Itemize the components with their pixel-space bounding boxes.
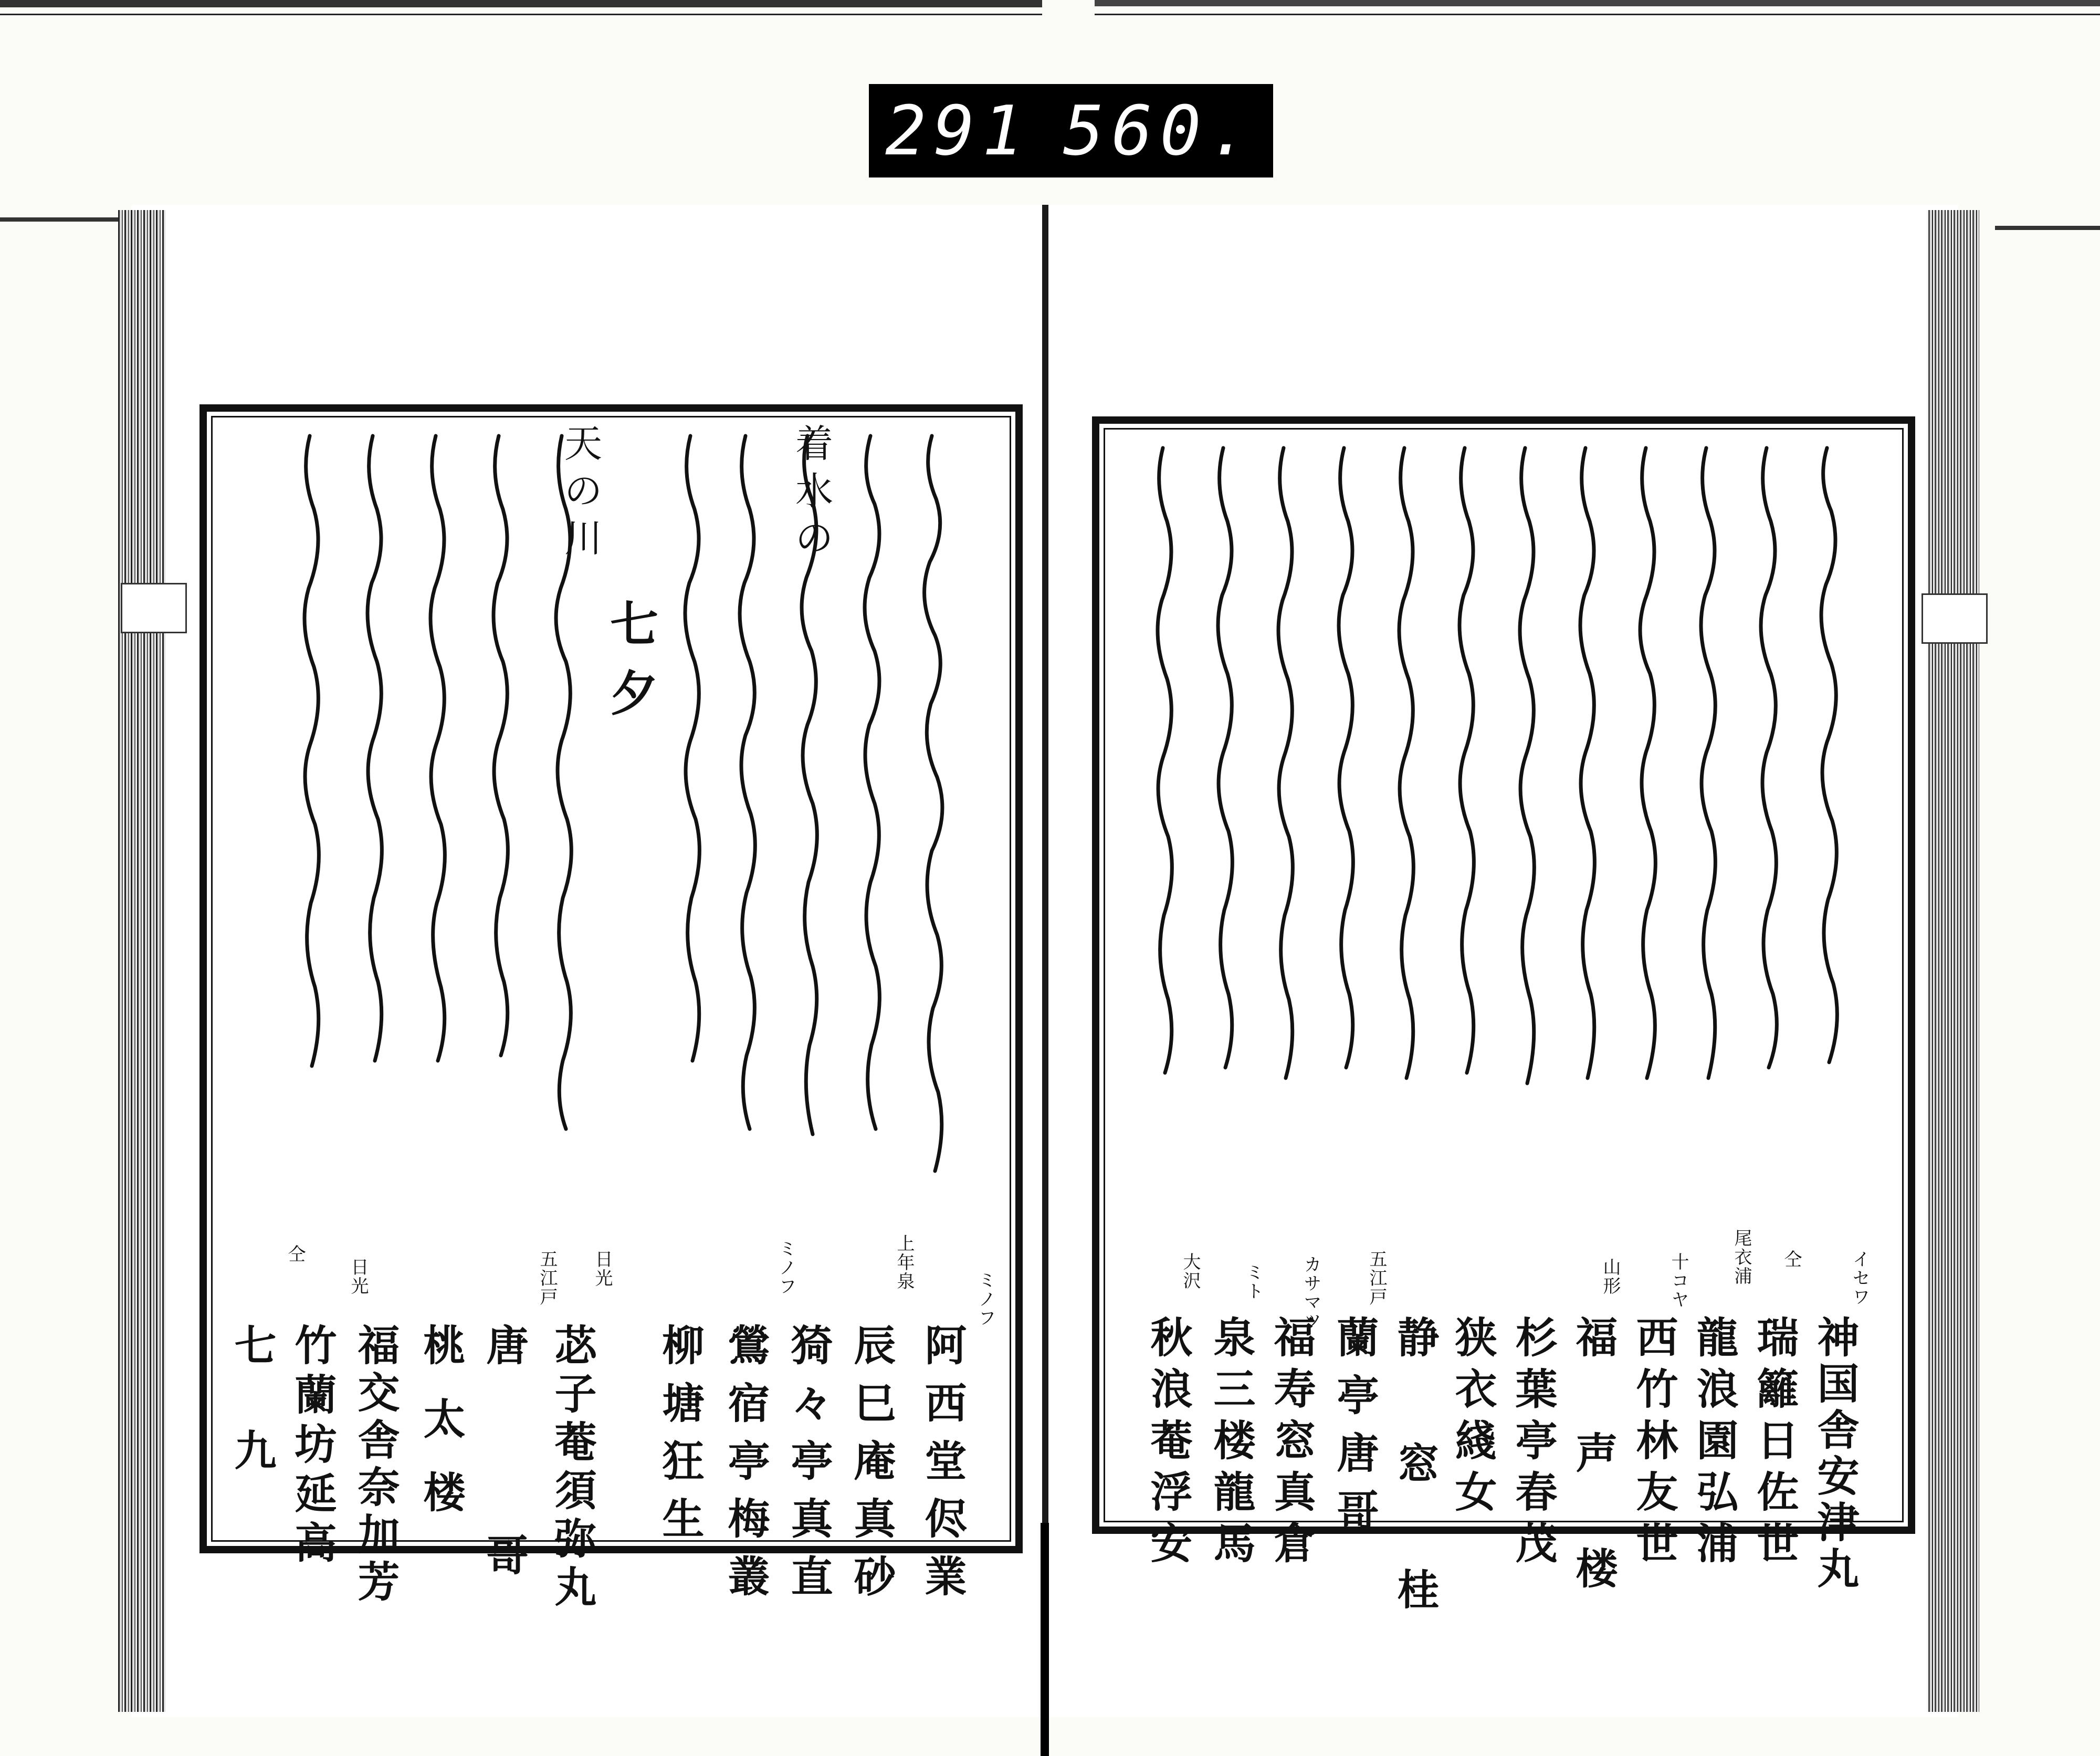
place-note: 日光 [592, 1250, 613, 1288]
author-name: 柳塘狂生 [655, 1323, 705, 1554]
scan-border-top-right [1095, 0, 2100, 6]
scan-rule-mid-right [1995, 226, 2100, 230]
left-cursive-verses [200, 404, 1018, 1297]
author-name: 龍浪園弘浦 [1689, 1315, 1739, 1573]
author-name: 阿西堂侭業 [918, 1323, 967, 1612]
scan-border-top-left [0, 0, 1042, 7]
place-note: 尾衣浦 [1731, 1229, 1752, 1285]
author-name: 唐 哥 [479, 1323, 529, 1638]
place-note: 十コヤ [1668, 1252, 1689, 1309]
svg-text:の: の [564, 469, 603, 513]
cursive-ink-strokes [304, 436, 942, 1171]
svg-text:着: 着 [795, 422, 834, 466]
place-note: 山形 [1600, 1258, 1621, 1295]
place-note: 仝 [1781, 1250, 1802, 1269]
edge-index-tab [121, 583, 187, 633]
place-note: 五江戸 [1366, 1250, 1387, 1306]
place-note: カサマツ [1300, 1255, 1321, 1331]
author-name: 桃太楼 [416, 1323, 466, 1544]
author-name: 瑞籬日佐世 [1750, 1315, 1799, 1573]
place-note: 上年泉 [894, 1234, 915, 1291]
place-note: 五江戸 [537, 1250, 558, 1306]
section-heading: 七夕 [602, 599, 659, 737]
author-name: 神国舎安津丸 [1810, 1315, 1860, 1593]
place-note: 仝 [285, 1245, 306, 1263]
label-right-number: 560. [1063, 91, 1257, 171]
author-name: 秋浪菴浮安 [1143, 1315, 1193, 1573]
place-note: ミノフ [975, 1271, 996, 1328]
svg-text:川: 川 [564, 516, 603, 560]
svg-text:天: 天 [564, 422, 603, 466]
author-name: 蘭亭唐哥 [1330, 1315, 1379, 1546]
label-left-number: 291 [885, 91, 1031, 171]
place-note: 大沢 [1180, 1252, 1201, 1290]
cursive-ink-strokes [1158, 448, 1837, 1083]
author-name: 静 窓 桂 [1390, 1315, 1440, 1630]
place-note: ミノフ [775, 1239, 796, 1296]
svg-text:水: 水 [795, 469, 834, 513]
author-name: 狭衣綫女 [1448, 1315, 1497, 1521]
scan-rule-left [0, 14, 1042, 15]
scan-rule-right [1095, 14, 2100, 15]
microfilm-label [869, 84, 1273, 177]
place-note: イセワ [1849, 1250, 1870, 1306]
edge-index-tab [1922, 593, 1988, 644]
folio-number: 七九 [227, 1323, 277, 1533]
author-name: 杉葉亭春茂 [1508, 1315, 1558, 1573]
book-gutter-shadow [1041, 1523, 1049, 1756]
right-cursive-verses [1092, 416, 1911, 1257]
author-name: 猗々亭真直 [784, 1323, 833, 1612]
place-note: ミト [1243, 1263, 1264, 1301]
author-name: 竹蘭坊延高 [288, 1323, 337, 1570]
right-page-edge [1927, 210, 1979, 1712]
book-gutter [1042, 205, 1048, 1717]
author-name: 辰巳庵真砂 [847, 1323, 896, 1612]
author-name: 鶯宿亭梅叢 [721, 1323, 770, 1612]
svg-text:の: の [795, 516, 834, 560]
author-name: 福交舎奈加芳 [351, 1323, 400, 1607]
author-name: 福寿窓真倉 [1267, 1315, 1316, 1573]
author-name: 西竹林友世 [1629, 1315, 1678, 1573]
author-name: 泉三楼龍馬 [1206, 1315, 1256, 1573]
author-name: 福 声 楼 [1569, 1315, 1618, 1604]
author-name: 苾子菴須弥丸 [548, 1323, 597, 1613]
place-note: 日光 [348, 1258, 369, 1295]
left-page-edge [118, 210, 165, 1712]
